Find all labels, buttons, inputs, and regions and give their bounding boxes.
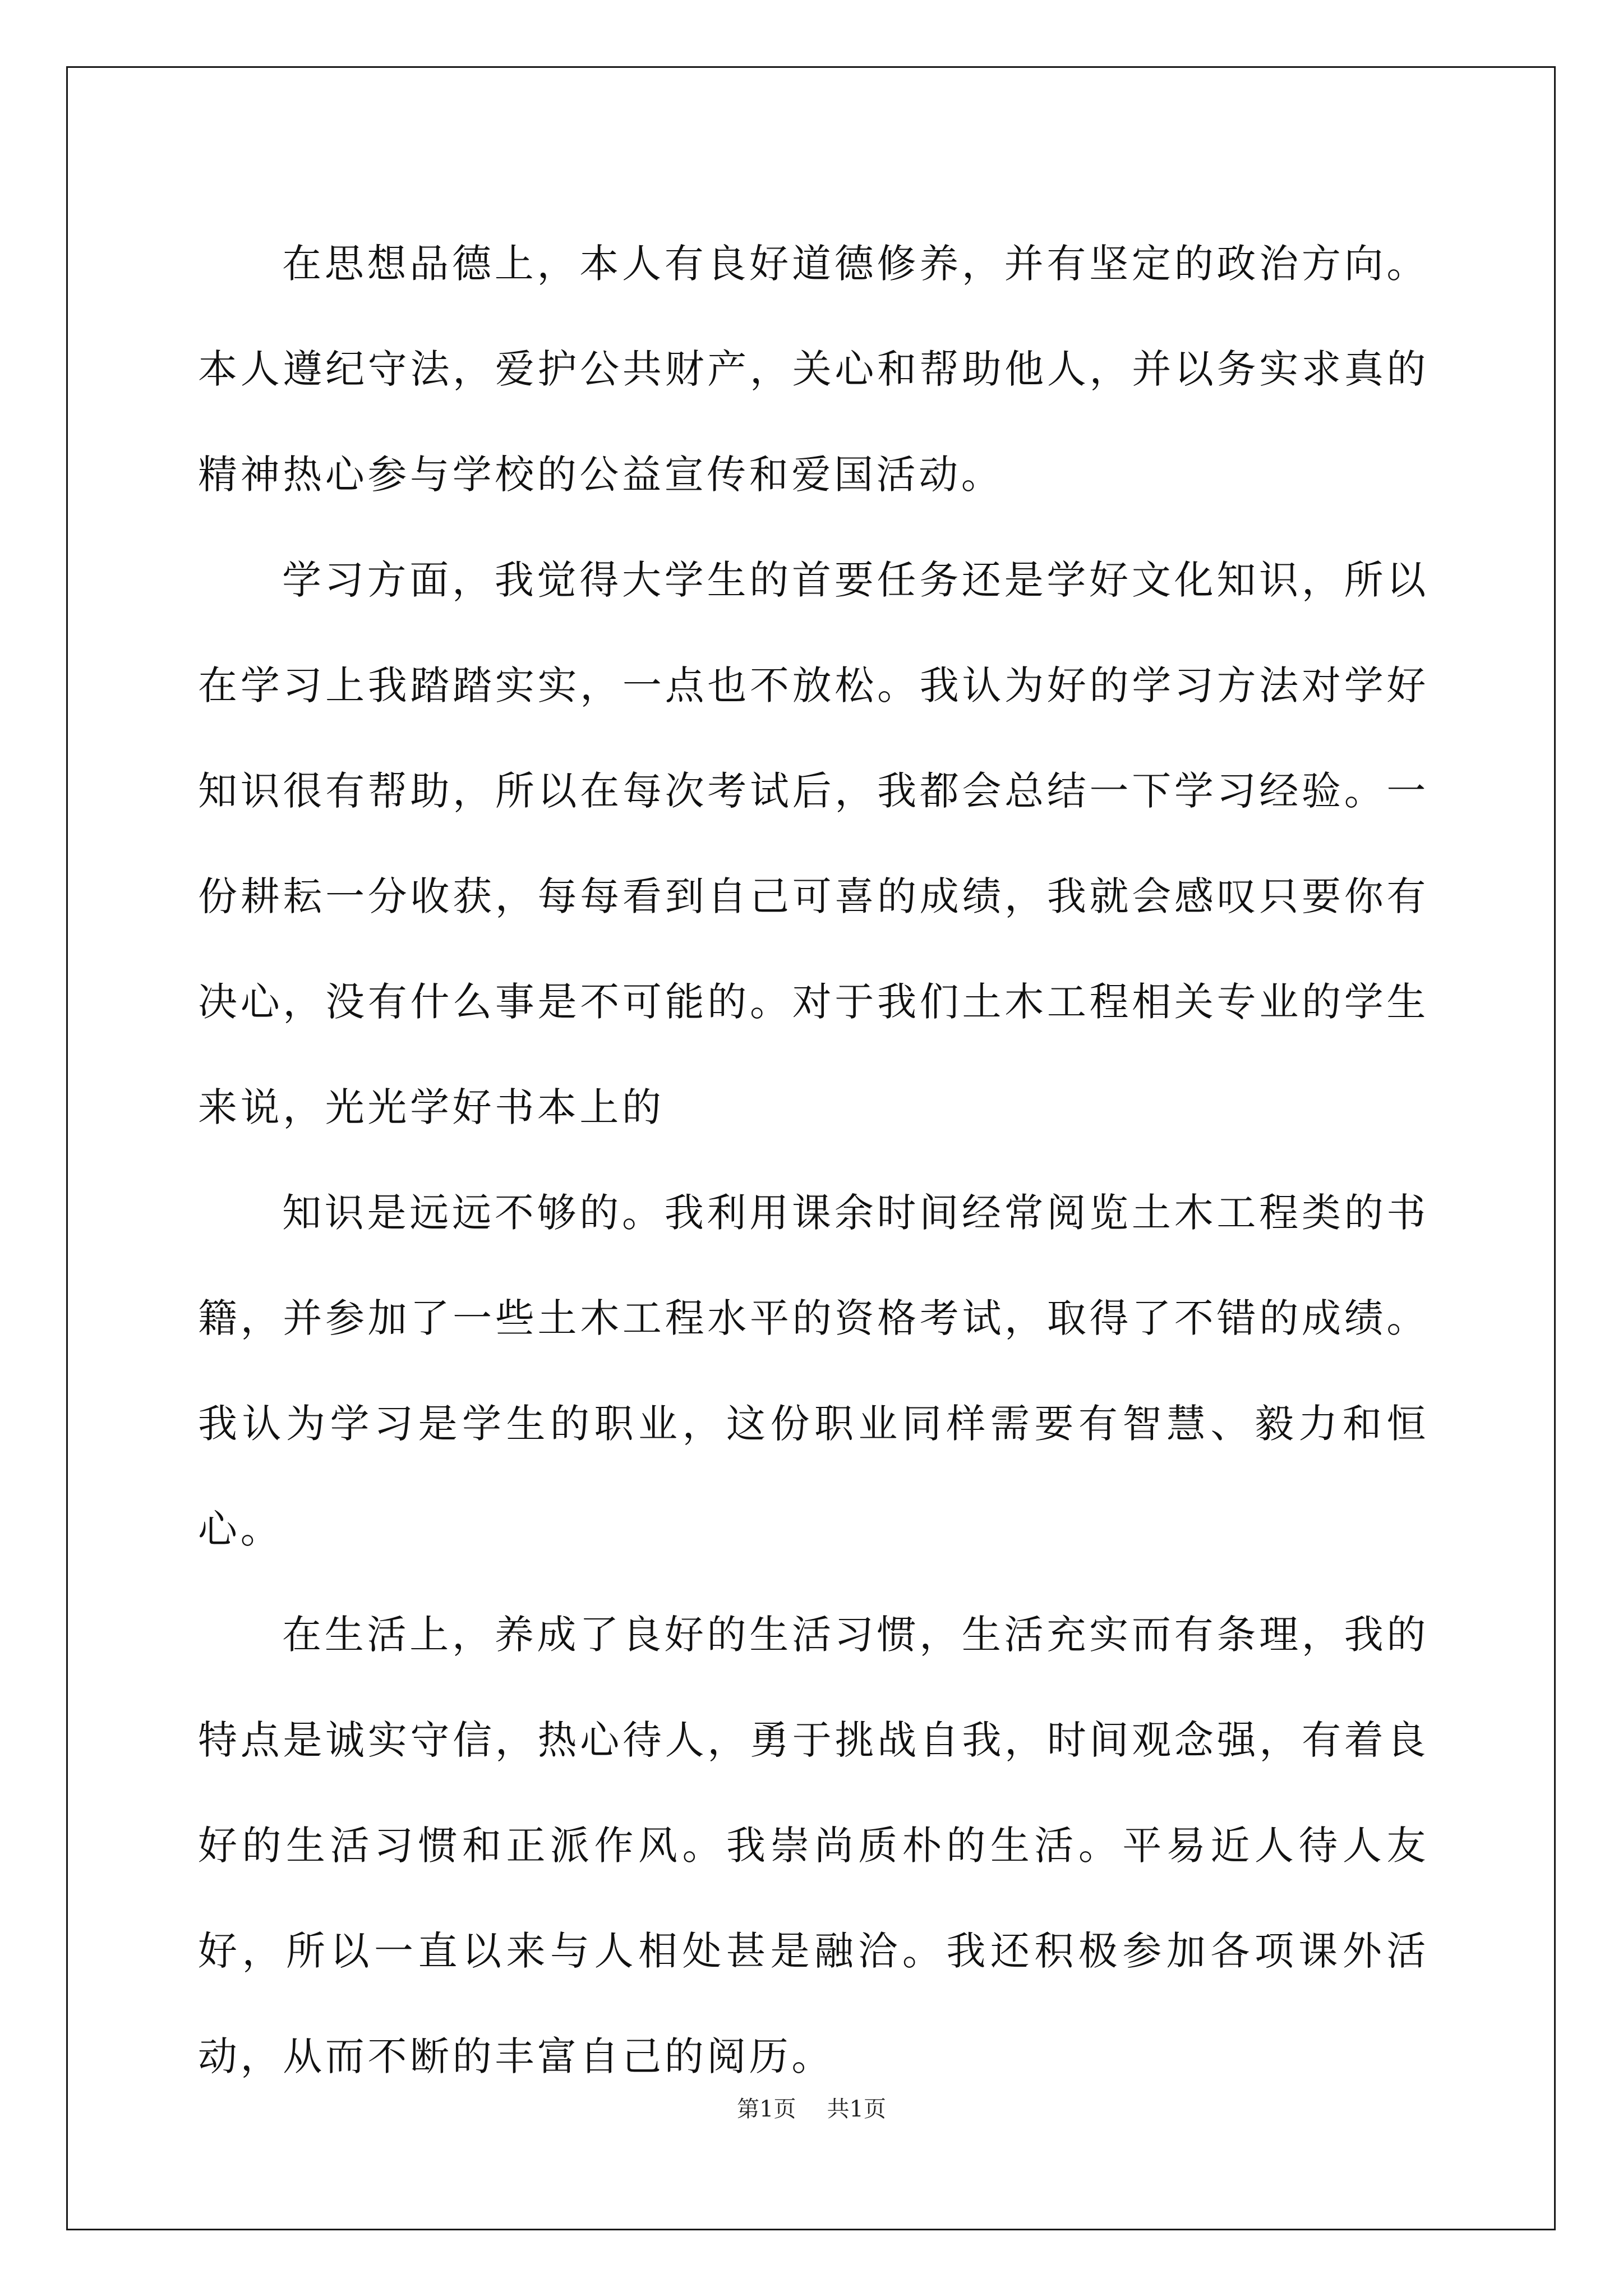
page-number: 第1页: [737, 2096, 796, 2122]
page-footer: [0, 2091, 1623, 2123]
paragraph-life: 在生活上，养成了良好的生活习惯，生活充实而有条理，我的特点是诚实守信，热心待人，勇于挑战自我，时间观念强，有着良好的生活习惯和正派作风。我崇尚质朴的生活。平易近人待人友好，所以一直以来与人相处甚是融洽。我还积极参加各项课外活动，从而不断的丰富自己的阅历。: [198, 1612, 1429, 2079]
paragraph-study: 学习方面，我觉得大学生的首要任务还是学好文化知识，所以在学习上我踏踏实实，一点也不放松。我认为好的学习方法对学好知识很有帮助，所以在每次考试后，我都会总结一下学习经验。一份耕耘一分收获，每每看到自己可喜的成绩，我就会感叹只要你有决心，没有什么事是不可能的。对于我们土木工程相关专业的学生来说，光光学好书本上的: [198, 557, 1429, 1130]
paragraph-knowledge: 知识是远远不够的。我利用课余时间经常阅览土木工程类的书籍，并参加了一些土木工程水平的资格考试，取得了不错的成绩。我认为学习是学生的职业，这份职业同样需要有智慧、毅力和恒心。: [198, 1190, 1429, 1552]
paragraph-moral: 在思想品德上，本人有良好道德修养，并有坚定的政治方向。本人遵纪守法，爱护公共财产，关心和帮助他人，并以务实求真的精神热心参与学校的公益宣传和爱国活动。: [198, 241, 1429, 498]
document-body: [198, 211, 1429, 2109]
page-total: 共1页: [827, 2096, 886, 2122]
